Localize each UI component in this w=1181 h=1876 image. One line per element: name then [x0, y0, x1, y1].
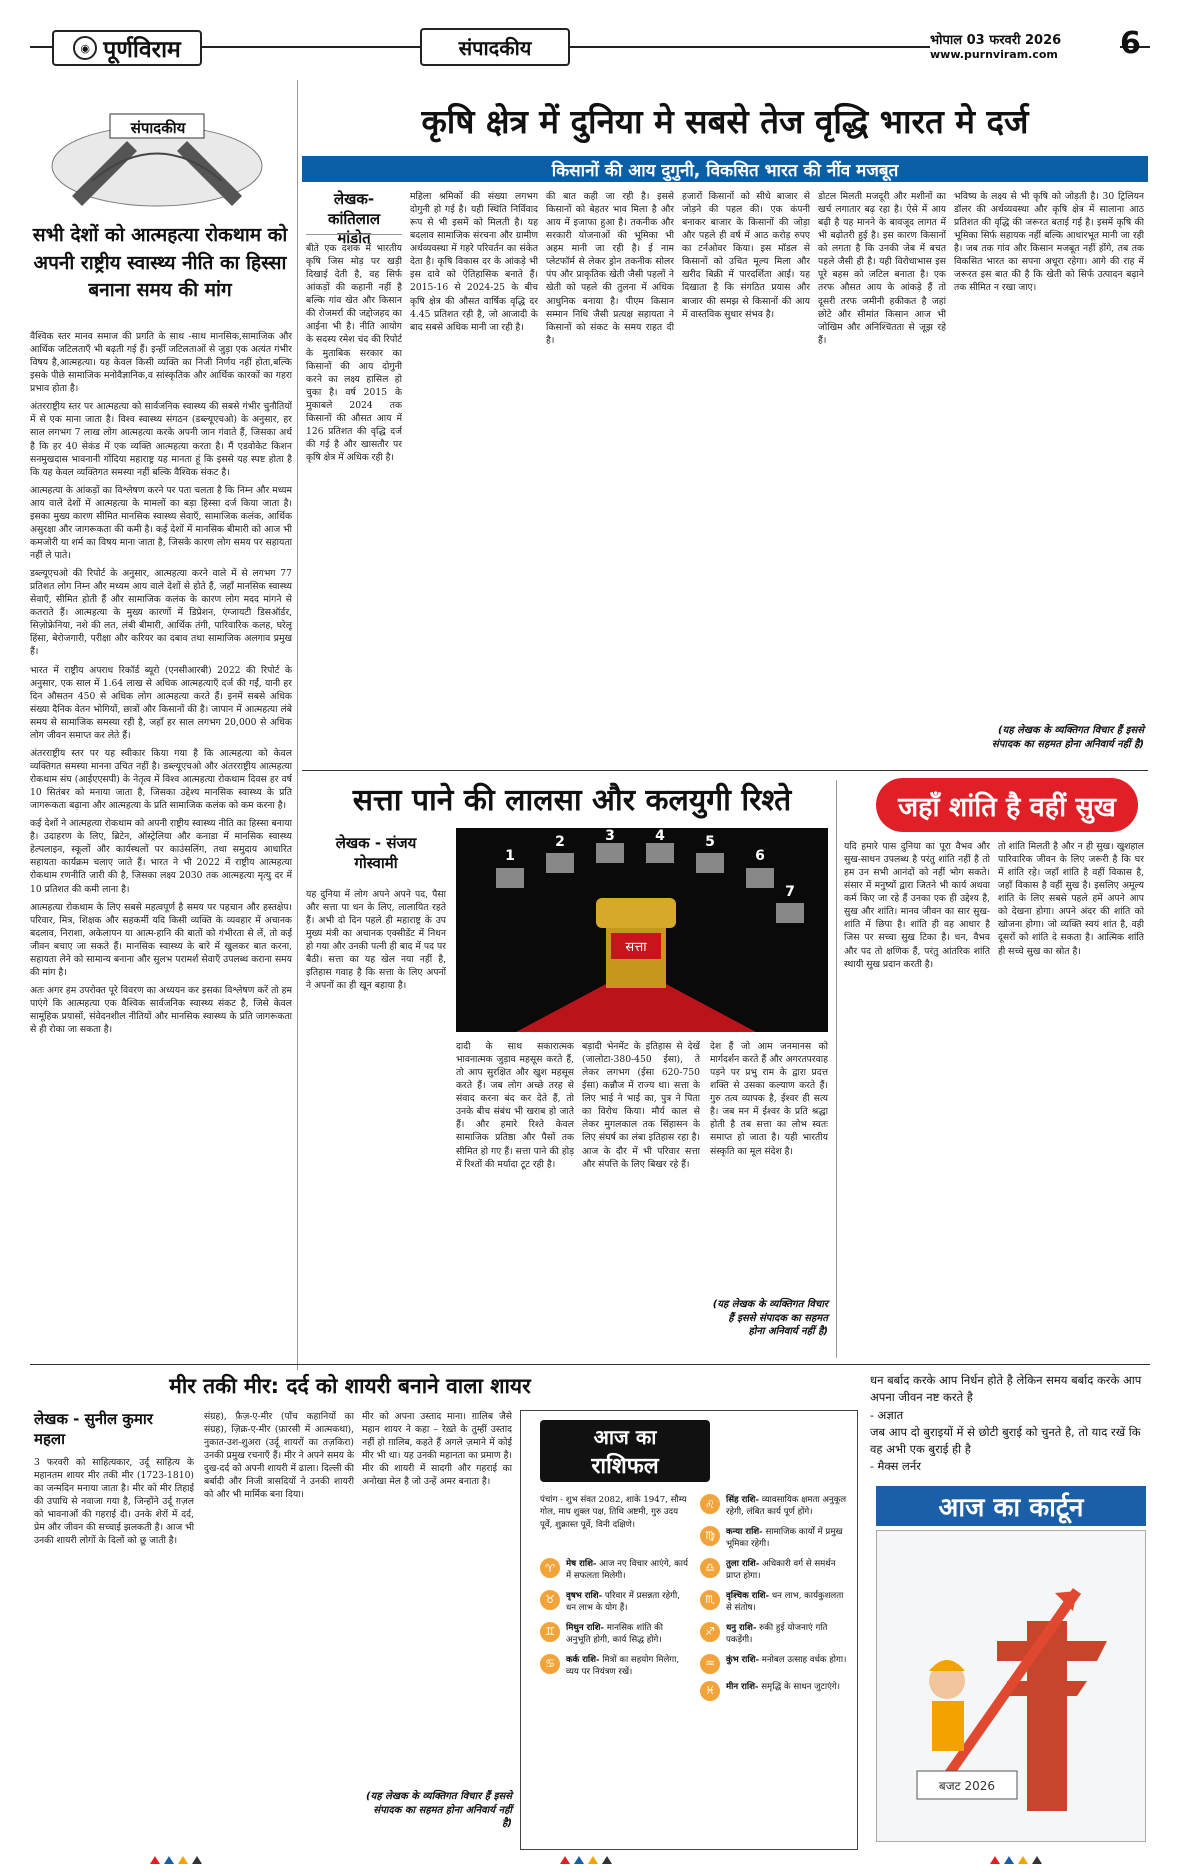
- throne-number: 7: [785, 884, 795, 900]
- editorial-paragraph: डब्ल्यूएचओ की रिपोर्ट के अनुसार, आत्महत्या करने वाले में से लगभग 77 प्रतिशत लोग निम्न और मध्यम आय वाले देशों से होते हैं, जहाँ मानसिक स्वास्थ्य सेवाएँ, सीमित होती हैं और सामाजिक कलंक के कारण लोग मदद मांगने से कतराते हैं। आत्महत्या के मुख्य कारणों में डिप्रेशन, एंग्जायटी डिसऑर्डर, सिज़ोफ्रेनिया, नशे की लत, लंबी बीमारी, आर्थिक तंगी, पारिवारिक कलह, घरेलू हिंसा, बेरोजगारी, परीक्षा और करियर का दबाव तथा सामाजिक अलगाव प्रमुख हैं।: [30, 568, 292, 658]
- rashi-prediction: धन लाभ, कार्यकुशलता से संतोष।: [726, 1590, 844, 1614]
- rashi-name: कुंभ राशि-: [726, 1654, 760, 1665]
- rashi-item: [700, 1494, 850, 1519]
- libra-icon: ♎: [700, 1558, 720, 1578]
- second-byline-name: गोस्वामी: [354, 853, 398, 872]
- mir-byline-name: महला: [34, 1429, 65, 1448]
- second-column: देश हैं जो आम जनमानस को मार्गदर्शन करते हैं और अगरतपरवाह पड़ने पर प्रभु राम के द्वारा प्रदत्त शक्ति से उसका कल्याण करते हैं। गुरु तत्व व्यापक है, ईश्वर ही सत्य है। जब मन में ईश्वर के प्रति श्रद्धा होती है तब सत्ता का लोभ स्वतः समाप्त हो जाता है। यही भारतीय संस्कृति का मूल संदेश है।: [710, 1041, 828, 1157]
- second-column: बड़ादी भेनमेंट के इतिहास से देखें (जालोटा-380-450 ईसा), ते लेकर लगभग (ईसा 620-750 ईसा) कन्नौज में राज्य था। सत्ता के लिए भाई ने भाई का, पुत्र ने पिता का विरोध किया। मौर्य काल से लेकर मुगलकाल तक सिंहासन के लिए संघर्ष का लंबा इतिहास रहा है। आज के दौर में भी परिवार सत्ता और संपत्ति के लिए बिखर रहे हैं।: [582, 1041, 700, 1170]
- second-byline-label: लेखक - संजय: [335, 834, 417, 852]
- section-rule: [30, 1364, 1150, 1365]
- rashi-prediction: मनोबल उत्साह वर्धक होगा।: [761, 1654, 847, 1665]
- throne-label: सत्ता: [625, 940, 647, 955]
- rashi-item: [700, 1622, 850, 1647]
- editorial-paragraph: भारत में राष्ट्रीय अपराध रिकॉर्ड ब्यूरो (एनसीआरबी) 2022 की रिपोर्ट के अनुसार, एक साल में 1.64 लाख से अधिक आत्महत्याएँ दर्ज की गईं, यानी हर दिन औसतन 450 से अधिक लोग आत्महत्या करते हैं। इनमें सबसे अधिक संख्या दैनिक वेतन भोगियों, छात्रों और किसानों की है। जापान में आत्महत्या लंबे समय से सामाजिक समस्या रही है, जहाँ हर साल लगभग 20,000 से अधिक लोग जीवन समाप्त कर लेते हैं।: [30, 664, 292, 741]
- lead-column: हजारों किसानों को सीधे बाजार से जोड़ने की पहल की। एक कंपनी बनाकर बाजार के किसानों की जोड़ा और पहले ही वर्ष में आठ करोड़ रुपए का टर्नओवर किया। इस मॉडल से किसानों को उचित मूल्य मिला और खरीद बिक्री में पारदर्शिता आई। यह दिखाता है कि संगठित प्रयास और बाजार की समझ से किसानों की आय में वास्तविक सुधार संभव है।: [682, 191, 810, 320]
- quote-author: - मैक्स लर्नर: [870, 1459, 921, 1474]
- lead-byline-name: मांडोत: [337, 229, 371, 247]
- second-column: दादी के साथ सकारात्मक भावनात्मक जुड़ाव महसूस करते हैं, तो आप सुरक्षित और खुश महसूस करते हैं। जब लोग अच्छे तरह से संवाद करना बंद कर देते हैं, तो उनके बीच संबंध भी खराब हो जाते हैं। और हमारे रिश्ते केवल सामाजिक प्रतिष्ठा और पैसों तक सीमित हो गए हैं। सत्ता पाने की होड़ में रिश्तों की मर्यादा टूट रही है।: [456, 1041, 574, 1170]
- second-byline: [306, 834, 446, 873]
- footer-marks: [990, 1856, 1050, 1864]
- throne-number: 6: [755, 848, 765, 864]
- rashi-prediction: समृद्धि के साधन जुटाएंगे।: [761, 1681, 840, 1692]
- column-divider: [836, 780, 837, 1358]
- mir-byline-label: लेखक - सुनील कुमार: [34, 1410, 153, 1428]
- rashifal-left-list: [540, 1558, 690, 1686]
- lead-subheadline: [302, 156, 1148, 182]
- rashi-prediction: रुकी हुई योजनाएं गति पकड़ेंगी।: [726, 1622, 828, 1646]
- masthead-logo[interactable]: [52, 30, 202, 66]
- editorial-label: संपादकीय: [130, 119, 186, 137]
- rashi-item: [700, 1654, 850, 1674]
- rashi-name: धनु राशि-: [726, 1622, 757, 1633]
- rashi-name: तुला राशि-: [726, 1558, 760, 1569]
- aquarius-icon: ♒: [700, 1654, 720, 1674]
- second-headline: सत्ता पाने की लालसा और कलयुगी रिश्ते: [352, 783, 792, 818]
- cartoon-title: [876, 1486, 1146, 1526]
- rashifal-title: [540, 1420, 710, 1482]
- rashi-prediction: मानसिक शांति की अनुभूति होगी, कार्य सिद्ध होंगे।: [566, 1622, 663, 1646]
- rashi-name: कर्क राशि-: [566, 1654, 600, 1665]
- section-label-text: संपादकीय: [458, 35, 532, 60]
- rashi-prediction: आज नए विचार आएंगे, कार्य में सफलता मिलेगी।: [566, 1559, 688, 1582]
- second-column: यह दुनिया में लोग अपने अपने पद, पैसा और सत्ता पा धन के लिए, लालायित रहते हैं। अभी दो दिन पहले ही महाराष्ट्र के उप मुख्य मंत्री का अचानक एक्सीडेंट में निधन हो गया और उनकी पत्नी ही बाद में पद पर बैठी। सत्ता का यह खेल नया नहीं है, इतिहास गवाह है कि सत्ता के लिए अपनों ने अपनों का ही खून बहाया है।: [306, 889, 446, 992]
- rashi-item: [700, 1526, 850, 1551]
- lead-pull-quote: (यह लेखक के व्यक्तिगत विचार हैं इससे संपादक का सहमत होना अनिवार्य नहीं है): [991, 725, 1144, 750]
- quote-box: [870, 1372, 1150, 1474]
- mir-column: संग्रह), फ़ैज़-ए-मीर (पाँच कहानियों का संग्रह), ज़िक्र-ए-मीर (फ़ारसी में आत्मकथा), नुकात-उश-शुअरा (उर्दू शायरों का तज़किरा) उनकी प्रमुख रचनाएँ हैं। मीर ने अपने समय के दुख-दर्द को अपनी शायरी में ढाला। दिल्ली की बर्बादी और निजी त्रासदियों ने उनकी शायरी को और भी मार्मिक बना दिया।: [204, 1411, 354, 1501]
- editorial-paragraph: कई देशों ने आत्महत्या रोकथाम को अपनी राष्ट्रीय स्वास्थ्य नीति का हिस्सा बनाया है। उदाहरण के लिए, ब्रिटेन, ऑस्ट्रेलिया और कनाडा में मानसिक स्वास्थ्य हेल्पलाइन, स्कूलों और कार्यस्थलों पर काउंसलिंग, तथा समुदाय आधारित सहायता कार्यक्रम चलाए जाते हैं। भारत ने भी 2022 में राष्ट्रीय आत्महत्या रोकथाम रणनीति जारी की है, जिसका लक्ष्य 2030 तक आत्महत्या मृत्यु दर में 10 प्रतिशत की कमी लाना है।: [30, 818, 292, 895]
- rashi-prediction: परिवार में प्रसन्नता रहेगी, धन लाभ के योग हैं।: [566, 1590, 680, 1614]
- shanti-column: यदि हमारे पास दुनिया का पूरा वैभव और सुख-साधन उपलब्ध है परंतु शांति नहीं है तो हम उन सभी आनंदों को नहीं भोग सकते। संसार में मनुष्यों द्वारा जितने भी कार्य अथवा कर्म किए जा रहे हैं उनका एक ही उद्देश्य है, सुख और शांति। मानव जीवन का सार सुख-शांति में छिपा है। शांति ही वह आधार है जिस पर सच्चा सुख टिका है। धन, वैभव और पद तो क्षणिक हैं, परंतु आंतरिक शांति स्थायी सुख प्रदान करती है।: [844, 841, 990, 970]
- masthead-meta: [930, 30, 1120, 70]
- shanti-headline-text: जहाँ शांति है वहीं सुख: [898, 791, 1116, 823]
- footer-marks: [150, 1856, 210, 1864]
- shanti-column: तो शांति मिलती है और न ही सुख। खुशहाल पारिवारिक जीवन के लिए जरूरी है कि घर में शांति रहे। जहाँ शांति है वहीं विकास है, जहाँ विकास है वहीं सुख है। इसलिए अमूल्य शांति के लिए सबसे पहले हमें अपने आप को देखना होगा। अपने अंदर की शांति को खोजना होगा। जो व्यक्ति स्वयं शांत है, वही दूसरों को शांति दे सकता है। आत्मिक शांति ही सच्चे सुख का स्रोत है।: [998, 841, 1144, 957]
- pen-illustration: [32, 86, 282, 218]
- editorial-paragraph: अतः अगर हम उपरोक्त पूरे विवरण का अध्ययन कर इसका विश्लेषण करें तो हम पाएंगे कि आत्महत्या एक वैश्विक सार्वजनिक स्वास्थ्य संकट है, जिसे केवल सामूहिक प्रयासों, संवेदनशील नीतियों और मानसिक स्वास्थ्य के प्रति जागरूकता से ही रोका जा सकता है।: [30, 984, 292, 1036]
- rashi-name: कन्या राशि-: [726, 1526, 763, 1537]
- lead-column: की बात कही जा रही है। इससे किसानों को बेहतर भाव मिला है और आय में इजाफा हुआ है। तकनीक और सरकारी योजनाओं की भूमिका भी अहम मानी जा रही है। ई नाम प्लेटफॉर्म से लेकर ड्रोन तकनीक सोलर पंप और प्राकृतिक खेती जैसी पहलों ने खेती को पहले की तुलना में अधिक आधुनिक बनाया है। पीएम किसान सम्मान निधि जैसी प्रत्यक्ष सहायता ने किसानों को संकट के समय राहत दी है।: [546, 191, 674, 346]
- rashifal-intro: पंचांग - शुभ संवत 2082, शाके 1947, सौम्य गोल, माघ शुक्ल पक्ष, तिथि अष्टमी, गुरु उदय पूर्वे, शुक्रास्त पूर्वे, विनी दक्षिणे।: [540, 1495, 687, 1530]
- lead-column: महिला श्रमिकों की संख्या लगभग दोगुनी हो गई है। यही स्थिति निर्विवाद रूप से भी इसमें को मिलती है। यह बदलाव सामाजिक संरचना और ग्रामीण अर्थव्यवस्था में गहरे परिवर्तन का संकेत देता है। कृषि विकास दर के आंकड़े भी इस दावे को ऐतिहासिक बनाते हैं। 2015-16 से 2024-25 के बीच कृषि क्षेत्र की औसत वार्षिक वृद्धि दर 4.45 प्रतिशत रही है, जो आजादी के बाद सबसे अधिक मानी जा रही है।: [410, 191, 538, 333]
- taurus-icon: ♉: [540, 1590, 560, 1610]
- rashi-name: मिथुन राशि-: [566, 1622, 604, 1633]
- throne-image: [456, 828, 828, 1032]
- throne-number: 4: [655, 828, 665, 844]
- lead-column: बीते एक दशक में भारतीय कृषि जिस मोड़ पर खड़ी दिखाई देती है, वह सिर्फ आंकड़ों की कहानी नहीं है बल्कि गांव खेत और किसान की रोजमर्रा की जद्दोजहद का आईना भी है। नीति आयोग के सदस्य रमेश चंद की रिपोर्ट के मुताबिक सरकार का किसानों की आय दोगुनी करने का लक्ष्य हासिल हो चुका है। वर्ष 2015 के मुकाबले 2024 तक किसानों की औसत आय में 126 प्रतिशत की वृद्धि दर्ज की गई है और खासतौर पर कृषि क्षेत्र में अधिक रही है।: [306, 243, 402, 463]
- mir-byline: [34, 1410, 194, 1449]
- quote-author: - अज्ञात: [870, 1407, 904, 1422]
- sagittarius-icon: ♐: [700, 1622, 720, 1642]
- pisces-icon: ♓: [700, 1681, 720, 1701]
- editorial-paragraph: आत्महत्या रोकथाम के लिए सबसे महत्वपूर्ण है समय पर पहचान और हस्तक्षेप। परिवार, मित्र, शिक्षक और सहकर्मी यदि किसी व्यक्ति के व्यवहार में अचानक बदलाव, निराशा, अकेलापन या आत्म-हानि की बातों को गंभीरता से लें, तो कई जीवन बचाए जा सकते हैं। मानसिक स्वास्थ्य के बारे में खुलकर बात करना, सहायता लेने को सामान्य बनाना और सुलभ परामर्श सेवाएँ उपलब्ध कराना समय की मांग है।: [30, 901, 292, 978]
- section-rule: [302, 770, 1148, 771]
- throne-number: 5: [705, 834, 715, 850]
- section-label: [420, 28, 570, 66]
- cartoon-board-label: बजट 2026: [938, 1779, 996, 1793]
- editorial-illustration: [32, 86, 282, 218]
- lead-column: डोटल मिलती मजदूरी और मशीनों का खर्च लगातार बढ़ रहा है। ऐसे में आय बढ़ी है यह मानने के बावजूद लागत में भी बढ़ोतरी हुई है। इस कारण किसानों को लगता है कि उनकी जेब में बचत पहले जैसी ही है। यही विरोधाभास इस पूरे बहस को जटिल बनाता है। एक तरफ औसत आय के आंकड़े हैं तो दूसरी तरफ जमीनी हकीकत है जहां छोटे और सीमांत किसान आज भी जोखिम और अनिश्चितता से जूझ रहे हैं।: [818, 191, 946, 346]
- throne-number: 2: [555, 834, 565, 850]
- rashi-name: वृषभ राशि-: [566, 1590, 603, 1601]
- rashi-prediction: सामाजिक कार्यों में प्रमुख भूमिका रहेगी।: [726, 1526, 843, 1550]
- logo-icon: ◉: [73, 36, 97, 60]
- lead-headline: कृषि क्षेत्र में दुनिया मे सबसे तेज वृद्धि भारत मे दर्ज: [421, 102, 1029, 141]
- rashifal-title-top: आज का: [593, 1424, 657, 1449]
- rashifal-title-bottom: राशिफल: [591, 1453, 659, 1479]
- rashi-item: [540, 1590, 690, 1615]
- editorial-paragraph: आत्महत्या के आंकड़ों का विश्लेषण करने पर पता चलता है कि निम्न और मध्यम आय वाले देशों में आत्महत्या के मामलों का बड़ा हिस्सा दर्ज किया जाता है। इसका मुख्य कारण सीमित मानसिक स्वास्थ्य सेवाएँ, सामाजिक कलंक, आर्थिक असुरक्षा और जागरूकता की कमी है। कई देशों में मानसिक बीमारी को आज भी कमजोरी या शर्म का विषय माना जाता है, जिसके कारण लोग समय पर सहायता नहीं ले पाते।: [30, 484, 292, 561]
- shanti-headline: [876, 778, 1138, 832]
- rashi-item: [700, 1681, 850, 1701]
- lead-column: भविष्य के लक्ष्य से भी कृषि को जोड़ती है। 30 ट्रिलियन डॉलर की अर्थव्यवस्था और कृषि क्षेत्र में सालाना आठ प्रतिशत की वृद्धि की जरूरत बताई गई है। इसमें कृषि की भूमिका सिर्फ सहायक नहीं बल्कि आधारभूत मानी जा रही है। जब तक गांव और किसान मजबूत नहीं होंगे, तब तक विकसित भारत का सपना अधूरा रहेगा। आगे की राह में जरूरत इस बात की है कि खेती को सिर्फ उत्पादन बढ़ाने तक सीमित न रखा जाए।: [954, 191, 1144, 294]
- mir-column: 3 फरवरी को साहित्यकार, उर्दू साहित्य के महानतम शायर मीर तकी मीर (1723-1810) का जन्मदिन मनाया जाता है। मीर को मीर तिहाई की उपाधि से नवाजा गया है, जिन्होंने उर्दू ग़ज़ल को भावनाओं की गहराई दी। उनके शेरों में दर्द, प्रेम और जीवन की सच्चाई झलकती है। आज भी उनकी शायरी लोगों के दिलों को छू जाती है।: [34, 1457, 194, 1547]
- rashi-item: [540, 1654, 690, 1679]
- gemini-icon: ♊: [540, 1622, 560, 1642]
- rashi-item: [540, 1622, 690, 1647]
- editorial-body: [30, 330, 292, 1356]
- throne-number: 3: [605, 828, 615, 844]
- rashi-prediction: व्यावसायिक क्षमता अनुकूल रहेगी, लंबित कार्य पूर्ण होंगे।: [726, 1495, 847, 1518]
- quote-line: धन बर्बाद करके आप निर्धन होते है लेकिन समय बर्बाद करके आप अपना जीवन नष्ट करते है: [870, 1373, 1142, 1405]
- rashi-item: [540, 1558, 690, 1583]
- editorial-paragraph: वैश्विक स्तर मानव समाज की प्रगति के साथ -साथ मानसिक,सामाजिक और आर्थिक जटिलताएँ भी बढ़ती गई हैं। इन्हीं जटिलताओं से जुड़ा एक अत्यंत गंभीर विषय है,आत्महत्या। यह केवल किसी व्यक्ति का निजी निर्णय नहीं होता,बल्कि इसके पीछे सामाजिक मनोवैज्ञानिक,व सांस्कृतिक और आर्थिक कारकों का गहरा प्रभाव होता है।: [30, 331, 292, 395]
- rashifal-right-list: [700, 1494, 850, 1708]
- throne-number: 1: [505, 848, 515, 864]
- editorial-headline: सभी देशों को आत्महत्या रोकथाम को अपनी राष्ट्रीय स्वास्थ्य नीति का हिस्सा बनाना समय की मांग: [32, 224, 288, 302]
- leo-icon: ♌: [700, 1494, 720, 1514]
- paper-name: पूर्णविराम: [103, 37, 181, 63]
- mir-pull-quote: (यह लेखक के व्यक्तिगत विचार हैं इससे संपादक का सहमत होना अनिवार्य नहीं है): [365, 1791, 512, 1829]
- rashi-name: मेष राशि-: [566, 1559, 597, 1569]
- second-pull-quote: (यह लेखक के व्यक्तिगत विचार हैं इससे संपादक का सहमत होना अनिवार्य नहीं है): [712, 1299, 828, 1337]
- rashi-prediction: अधिकारी वर्ग से समर्थन प्राप्त होगा।: [726, 1558, 836, 1582]
- mir-headline: मीर तकी मीर: दर्द को शायरी बनाने वाला शायर: [169, 1374, 531, 1398]
- footer-marks: [560, 1856, 620, 1864]
- lead-byline-rule: [306, 234, 402, 235]
- rashi-name: सिंह राशि-: [726, 1495, 759, 1505]
- rashi-name: मीन राशि-: [726, 1681, 759, 1692]
- cartoon-image: [876, 1530, 1146, 1842]
- mir-column: मीर को अपना उस्ताद माना। ग़ालिब जैसे महान शायर ने कहा – रेख़्ते के तुम्हीं उस्ताद नहीं हो ग़ालिब, कहते हैं अगले ज़माने में कोई मीर भी था। यह उनकी महानता का प्रमाण है। मीर की शायरी में सादगी और गहराई का अनोखा मेल है जो उन्हें अमर बनाता है।: [362, 1411, 512, 1488]
- rashi-item: [700, 1590, 850, 1615]
- website-link[interactable]: www.purnviram.com: [930, 48, 1058, 61]
- rashi-name: वृश्चिक राशि-: [726, 1590, 770, 1601]
- issue-date: भोपाल 03 फरवरी 2026: [930, 33, 1062, 48]
- editorial-paragraph: अंतरराष्ट्रीय स्तर पर आत्महत्या को सार्वजनिक स्वास्थ्य की सबसे गंभीर चुनौतियों में से एक माना जाता है। विश्व स्वास्थ्य संगठन (डब्ल्यूएचओ) के अनुसार, हर साल लगभग 7 लाख लोग आत्महत्या करके अपनी जान गंवाते हैं, जिसका अर्थ है कि हर 40 सेकंड में एक व्यक्ति आत्महत्या करता है। मैं एडवोकेट किशन सनमुखदास भावनानी गोंदिया महाराष्ट्र यह मानता हूं कि इससे यह स्पष्ट होता है कि यह केवल व्यक्तिगत समस्या नहीं बल्कि वैश्विक संकट है।: [30, 401, 292, 478]
- column-divider: [297, 80, 298, 1370]
- editorial-paragraph: अंतरराष्ट्रीय स्तर पर यह स्वीकार किया गया है कि आत्महत्या को केवल व्यक्तिगत समस्या मानना उचित नहीं है। डब्ल्यूएचओ और अंतरराष्ट्रीय आत्महत्या रोकथाम संघ (आईएएसपी) के नेतृत्व में विश्व आत्महत्या रोकथाम दिवस हर वर्ष 10 सितंबर को मनाया जाता है, जिसका उद्देश्य मानसिक स्वास्थ्य के प्रति जागरूकता बढ़ाना और आत्महत्या के प्रति सामाजिक कलंक को कम करना है।: [30, 747, 292, 812]
- quote-line: जब आप दो बुराइयों में से छोटी बुराई को चुनते है, तो याद रखें कि वह अभी एक बुराई ही है: [870, 1424, 1141, 1456]
- page-number: 6: [1120, 26, 1141, 61]
- cartoon-title-text: आज का कार्टून: [938, 1493, 1084, 1523]
- rashi-item: [700, 1558, 850, 1583]
- aries-icon: ♈: [540, 1558, 560, 1578]
- throne-illustration: [456, 828, 828, 1032]
- virgo-icon: ♍: [700, 1526, 720, 1546]
- lead-byline: [306, 190, 402, 249]
- rashi-prediction: मित्रों का सहयोग मिलेगा, व्यय पर नियंत्रण रखें।: [566, 1654, 680, 1678]
- lead-byline-label: लेखक- कांतिलाल: [327, 190, 381, 228]
- scorpio-icon: ♏: [700, 1590, 720, 1610]
- cancer-icon: ♋: [540, 1654, 560, 1674]
- cartoon-illustration: [877, 1531, 1145, 1841]
- lead-subheadline-text: किसानों की आय दुगुनी, विकसित भारत की नींव मजबूत: [551, 160, 899, 181]
